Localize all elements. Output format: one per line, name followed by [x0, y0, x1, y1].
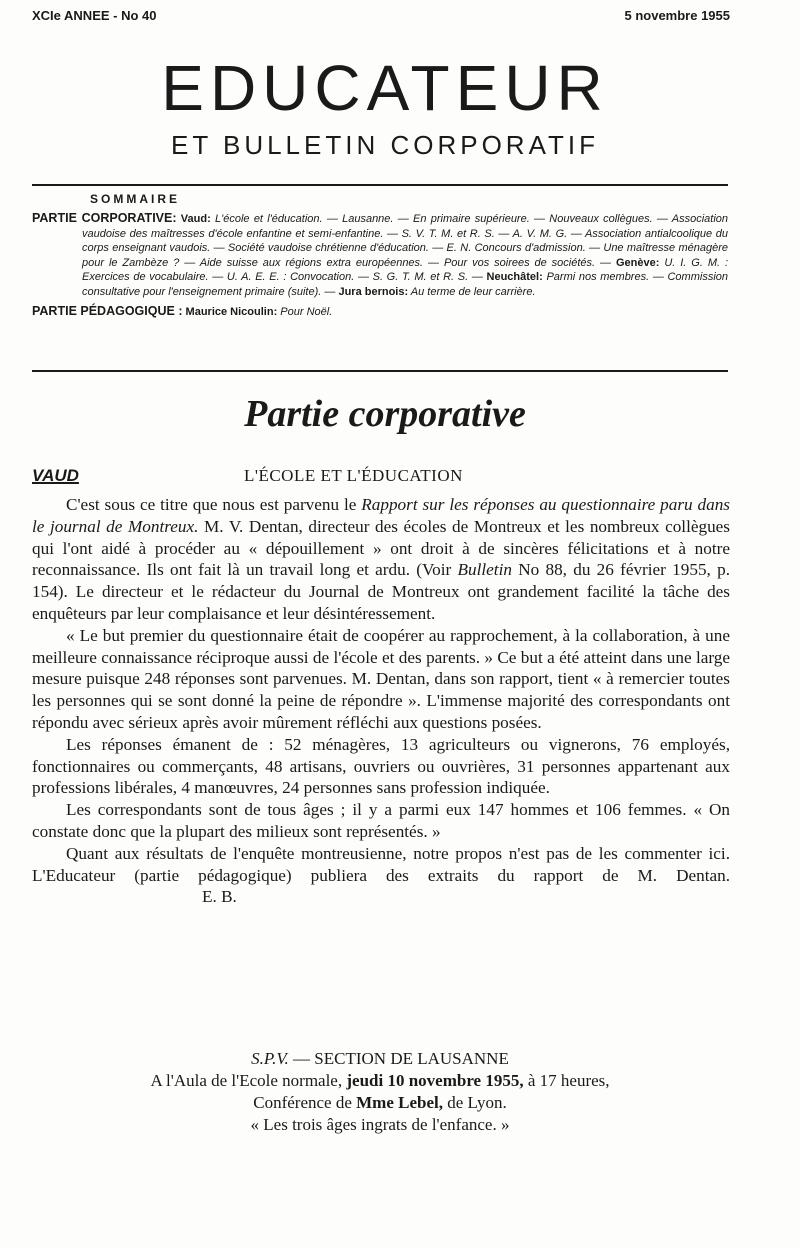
toc-jura-text: Au terme de leur carrière.	[410, 285, 536, 298]
paragraph-1	[32, 494, 730, 625]
toc-ped-label: PARTIE PÉDAGOGIQUE :	[32, 304, 183, 318]
journal-subtitle: ET BULLETIN CORPORATIF	[171, 130, 599, 160]
toc-corporative	[32, 211, 728, 299]
masthead	[0, 52, 770, 162]
toc-pedagogique	[32, 304, 728, 318]
paragraph-3: Les réponses émanent de : 52 ménagères, 13 agriculteurs ou vignerons, 76 employés, fonctionnaires ou commerçants, 48 artisans, ouvriers ou ouvrières, 31 personnes appartenant aux professions libérales, 4 manœuvres, 24 personnes sans profession indiquée.	[32, 734, 730, 798]
toc-title: SOMMAIRE	[90, 192, 180, 206]
toc-ped-author: Maurice Nicoulin:	[185, 306, 278, 318]
toc-vaud-text: L'école et l'éducation. — Lausanne. — En primaire supérieure. — Nouveaux collègues. — Association vaudoise des maîtresses d'école enfantine et semi-enfantine. — S. V. T. M. et R. S. — A. V. M. G. — Association antialcoolique du corps enseignant vaudois. — Société vaudoise chrétienne d'éducation. — E. N. Concours d'admission. — Une maîtresse ménagère pour le Zambèze ? — Aide suisse aux régions extra européennes. — Pour vos soirees de sociétés. —	[82, 213, 729, 269]
spv-abbrev: S.P.V.	[251, 1049, 289, 1068]
paragraph-5	[32, 843, 730, 908]
toc-vaud-label: Vaud:	[180, 213, 211, 225]
toc-geneve-text: U. I. G. M. : Exercices de vocabulaire. — U. A. E. E. : Convocation. — S. G. T. M. et R. S. —	[82, 256, 729, 283]
spv-l2-b: de Lyon.	[443, 1093, 507, 1112]
spv-l1-a: A l'Aula de l'Ecole normale,	[150, 1071, 347, 1090]
p1-report-title: Rapport sur les réponses au questionnaire paru dans le journal de Montreux.	[32, 495, 730, 536]
p1-bulletin: Bulletin	[457, 560, 512, 580]
spv-line-3: « Les trois âges ingrats de l'enfance. »	[250, 1115, 510, 1134]
issue-date: 5 novembre 1955	[624, 8, 730, 23]
issue-number: XCIe ANNEE - No 40	[32, 8, 157, 23]
toc-geneve-label: Genève:	[615, 256, 660, 269]
toc-corp-label: PARTIE CORPORATIVE:	[32, 211, 177, 225]
toc-neuchatel-label: Neuchâtel:	[486, 271, 543, 283]
p1-text-a: C'est sous ce titre que nous est parvenu le	[66, 495, 362, 514]
section-heading: Partie corporative	[244, 393, 526, 435]
spv-l1-b: à 17 heures,	[523, 1071, 610, 1090]
toc-ped-text: Pour Noël.	[280, 306, 333, 318]
spv-line-2	[0, 1092, 760, 1114]
issue-header	[32, 8, 730, 28]
paragraph-2: « Le but premier du questionnaire était de coopérer au rapprochement, à la collaboration, à une meilleure connaissance réciproque aussi de l'école et des parents. » Ce but a été atteint dans une large mesure puisque 248 réponses sont parvenues. M. Dentan, dans son rapport, tient « à remercier toutes les personnes qui se sont donné la peine de répondre ». L'immense majorité des correspondants ont répondu avec sérieux après avoir mûrement réfléchi aux questions posées.	[32, 625, 730, 732]
spv-section: — SECTION DE LAUSANNE	[288, 1049, 509, 1068]
signature: E. B.	[202, 887, 237, 907]
spv-notice	[0, 1048, 760, 1136]
article-title: L'ÉCOLE ET L'ÉDUCATION	[244, 466, 463, 485]
top-divider	[32, 184, 728, 186]
p1-text-c: No 88, du 26 février 1955, p. 154). Le directeur et le rédacteur du Journal de Montreux ont grandement facilité la tâche des enquêteurs par leur complaisance et leur désintéressement.	[32, 560, 730, 623]
toc-jura-label: Jura bernois:	[338, 285, 409, 298]
article-region: VAUD	[32, 466, 79, 485]
spv-speaker: Mme Lebel,	[356, 1093, 443, 1112]
spv-line-1	[0, 1070, 760, 1092]
spv-l2-a: Conférence de	[253, 1093, 357, 1112]
article-body	[32, 494, 730, 908]
mid-divider	[32, 370, 728, 372]
journal-title: EDUCATEUR	[161, 52, 609, 124]
paragraph-4: Les correspondants sont de tous âges ; il y a parmi eux 147 hommes et 106 femmes. « On constate donc que la plupart des milieux sont représentés. »	[32, 800, 730, 841]
table-of-contents	[32, 192, 728, 318]
toc-neuchatel-text: Parmi nos membres. — Commission consultative pour l'enseignement primaire (suite). —	[82, 271, 728, 298]
p5-text: Quant aux résultats de l'enquête montreusienne, notre propos n'est pas de les commenter ici. L'Educateur (partie pédagogique) publiera des extraits du rapport de M. Dentan.	[32, 843, 730, 885]
p1-text-b: M. V. Dentan, directeur des écoles de Montreux et les nombreux collègues qui l'ont aidé à procéder au « dépouillement » ont droit à de sincères félicitations et à notre reconnaissance. Ils ont fait là un travail long et ardu. (Voir	[32, 516, 730, 580]
spv-date: jeudi 10 novembre 1955,	[346, 1071, 524, 1090]
spv-title	[0, 1048, 760, 1070]
